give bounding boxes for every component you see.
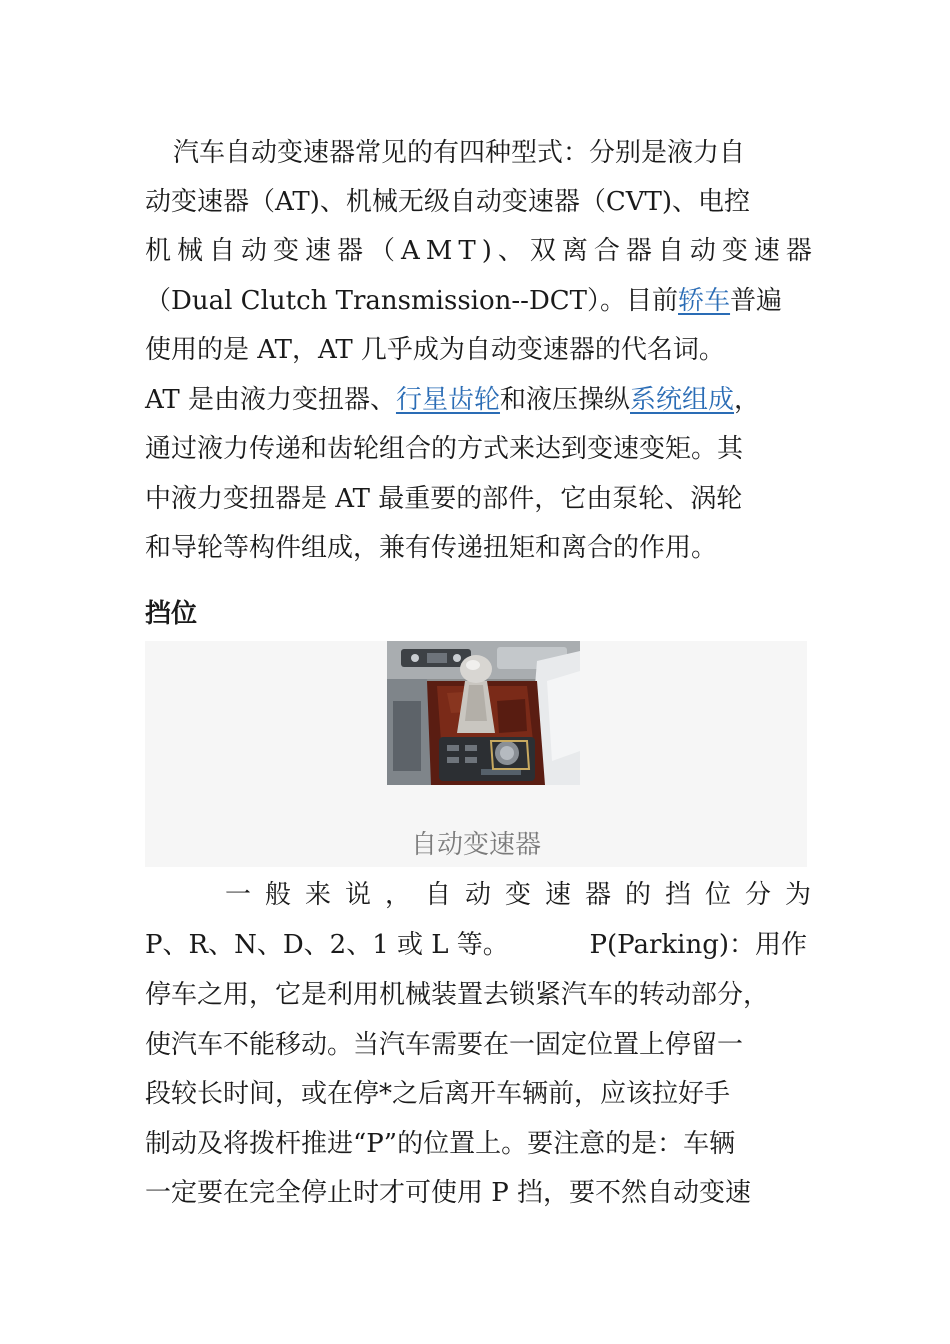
paragraph2-line7: 一定要在完全停止时才可使用 P 挡，要不然自动变速	[145, 1178, 752, 1208]
paragraph2-line2-grades: P、R、N、D、2、1 或 L 等。	[145, 930, 509, 960]
paragraph1-line8: 中液力变扭器是 AT 最重要的部件，它由泵轮、涡轮	[145, 484, 743, 514]
document-page	[145, 0, 826, 1344]
paragraph1-line9: 和导轮等构件组成，兼有传递扭矩和离合的作用。	[145, 533, 718, 563]
paragraph1-line3: 机械自动变速器（AMT)、双离合器自动变速器	[145, 236, 818, 266]
paragraph1-line7: 通过液力传递和齿轮组合的方式来达到变速变矩。其	[145, 434, 744, 464]
gear-shifter-photo	[387, 641, 580, 785]
figure	[145, 641, 807, 867]
paragraph1-line4-text: （Dual Clutch Transmission--DCT）。目前	[145, 286, 679, 316]
paragraph1-line4-tail: 普遍	[730, 286, 783, 316]
link-system-composition[interactable]: 系统组成	[630, 385, 735, 415]
link-planetary-gear[interactable]: 行星齿轮	[395, 385, 500, 415]
paragraph2-line3: 停车之用，它是利用机械装置去锁紧汽车的转动部分，	[145, 980, 770, 1010]
paragraph1-line5: 使用的是 AT，AT 几乎成为自动变速器的代名词。	[145, 335, 725, 365]
paragraph2-line6: 制动及将拨杆推进“P”的位置上。要注意的是：车辆	[145, 1129, 736, 1159]
section-heading: 挡位	[145, 599, 198, 629]
paragraph2-line2-parking: P(Parking)：用作	[589, 930, 807, 960]
paragraph2-line5: 段较长时间，或在停*之后离开车辆前，应该拉好手	[145, 1079, 731, 1109]
paragraph1-line2: 动变速器（AT)、机械无级自动变速器（CVT)、电控	[145, 187, 750, 217]
paragraph1-line6-text: AT 是由液力变扭器、	[145, 385, 396, 415]
figure-caption: 自动变速器	[410, 830, 541, 860]
paragraph1-line4	[145, 281, 807, 321]
paragraph1-line6	[145, 380, 807, 420]
paragraph1-line1: 汽车自动变速器常见的有四种型式：分别是液力自	[173, 138, 746, 168]
paragraph2-line2	[145, 925, 807, 965]
paragraph2-line1: 一般来说，自动变速器的挡位分为	[225, 880, 826, 910]
paragraph2-line4: 使汽车不能移动。当汽车需要在一固定位置上停留一	[145, 1030, 744, 1060]
link-sedan[interactable]: 轿车	[678, 286, 731, 316]
paragraph1-line6-mid: 和液压操纵	[499, 385, 630, 415]
paragraph1-line6-tail: ，	[734, 385, 761, 415]
